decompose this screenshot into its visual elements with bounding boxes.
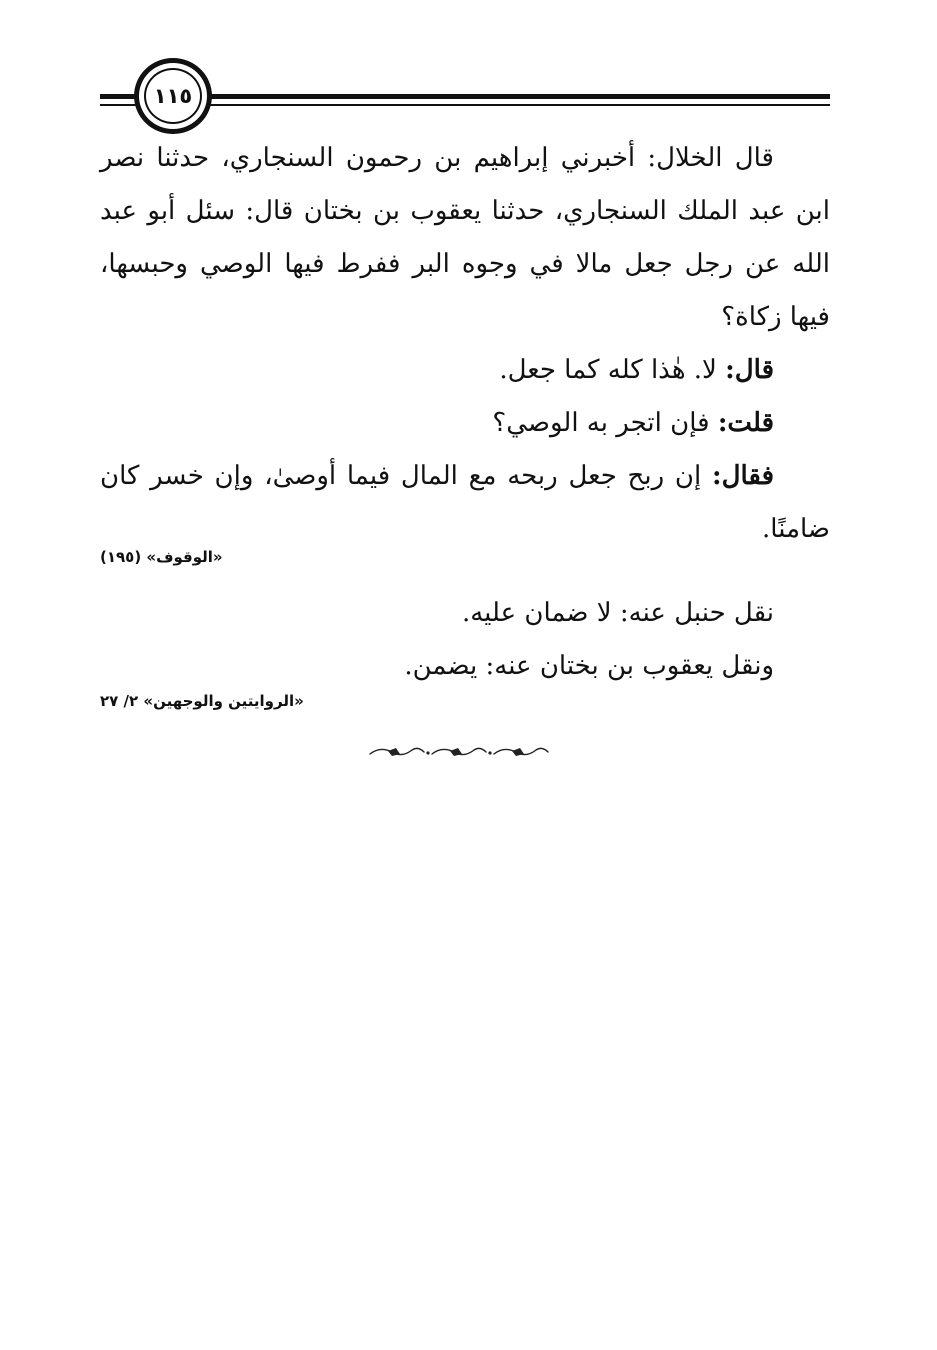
paragraph-text: قال الخلال: أخبرني إبراهيم بن رحمون السنجاري، حدثنا نصر ابن عبد الملك السنجاري، حدثنا يعقوب بن بختان قال: سئل أبو عبد الله عن رجل جعل مالا في وجوه البر ففرط فيها الوصي وحبسها، فيها زكاة؟ [100,143,830,332]
paragraph [100,344,830,397]
text-block-1 [100,132,830,556]
paragraph [100,587,830,640]
paragraph-text: نقل حنبل عنه: لا ضمان عليه. [461,598,774,628]
paragraph [100,450,830,556]
source-citation-1: «الوقوف» (١٩٥) [100,548,223,566]
paragraph [100,132,830,344]
paragraph-lead: قلت: [717,408,774,438]
paragraph-text: فإن اتجر به الوصي؟ [492,408,718,438]
paragraph [100,397,830,450]
paragraph-text: إن ربح جعل ربحه مع المال فيما أوصىٰ، وإن خسر كان ضامنًا. [100,461,830,544]
paragraph-text: ونقل يعقوب بن بختان عنه: يضمن. [404,651,774,681]
page-number-circle [144,68,202,124]
page-number: ١١٥ [153,84,193,108]
text-block-2 [100,587,830,693]
paragraph-text: لا. هٰذا كله كما جعل. [499,355,726,385]
page-header [100,58,830,138]
paragraph-lead: قال: [725,355,774,385]
page-number-badge [134,58,212,134]
source-citation-2: «الروايتين والوجهين» ٢/ ٢٧ [100,692,304,710]
paragraph-lead: فقال: [712,461,774,491]
section-divider-ornament [366,742,552,764]
paragraph [100,640,830,693]
